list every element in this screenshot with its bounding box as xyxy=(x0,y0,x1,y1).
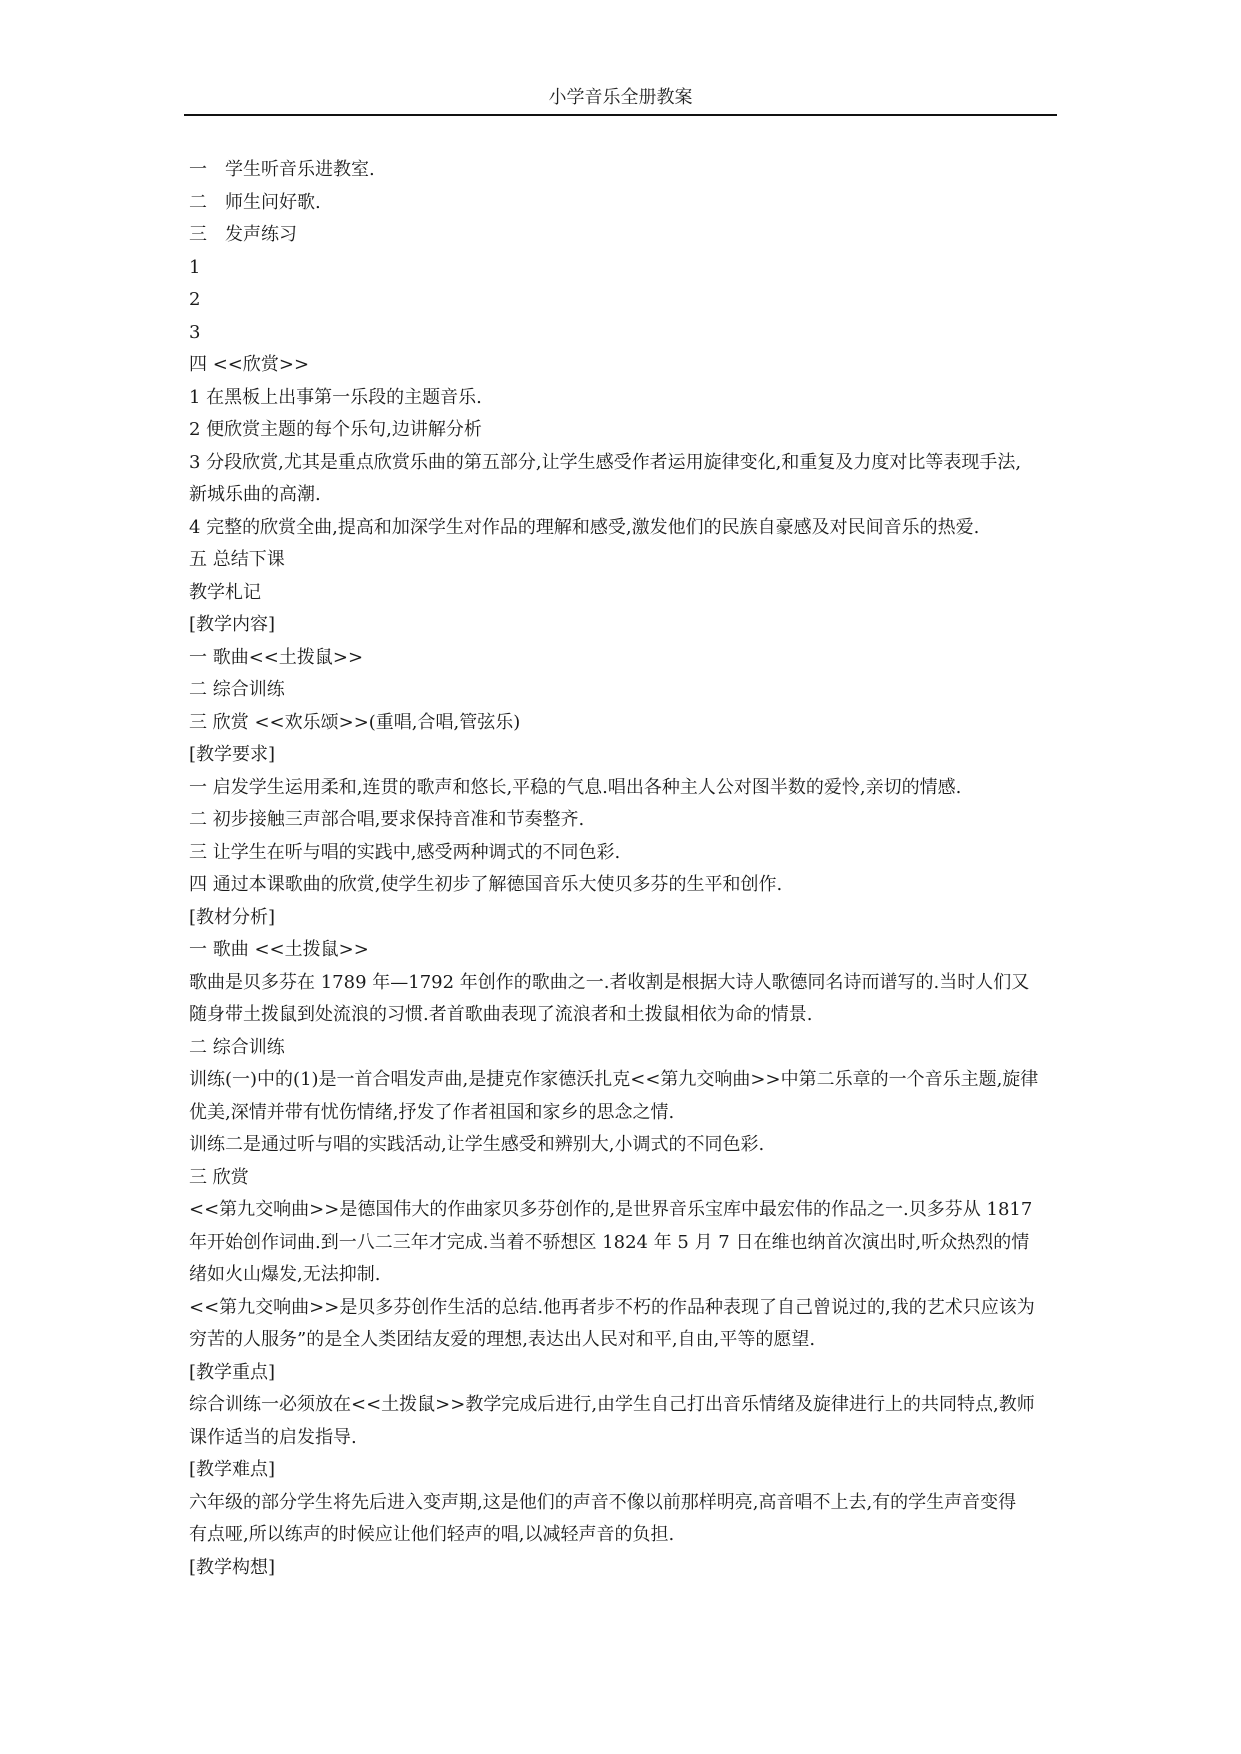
text-line: 优美,深情并带有忧伤情绪,抒发了作者祖国和家乡的思念之情. xyxy=(189,1101,675,1123)
text-line: [教学重点] xyxy=(189,1361,276,1383)
text-line: [教材分析] xyxy=(189,906,276,928)
text-line: 年开始创作词曲.到一八二三年才完成.当着不骄想区 1824 年 5 月 7 日在维也纳首次演出时,听众热烈的情 xyxy=(189,1231,1030,1253)
text-line: 一 启发学生运用柔和,连贯的歌声和悠长,平稳的气息.唱出各种主人公对图半数的爱怜,亲切的情感. xyxy=(189,776,962,798)
text-line: 新城乐曲的高潮. xyxy=(189,484,321,505)
text-line: 3 xyxy=(189,321,201,343)
page-header-title: 小学音乐全册教案 xyxy=(548,87,693,108)
text-line: 三 让学生在听与唱的实践中,感受两种调式的不同色彩. xyxy=(189,841,621,863)
text-line: 3 分段欣赏,尤其是重点欣赏乐曲的第五部分,让学生感受作者运用旋律变化,和重复及力度对比等表现手法, xyxy=(189,451,1022,473)
text-line: [教学要求] xyxy=(189,744,276,765)
text-line: [教学难点] xyxy=(189,1459,276,1480)
text-line: 2 便欣赏主题的每个乐句,边讲解分析 xyxy=(189,419,482,440)
text-line: 三 发声练习 xyxy=(189,224,297,245)
text-line: 4 完整的欣赏全曲,提高和加深学生对作品的理解和感受,激发他们的民族自豪感及对民间音乐的热爱. xyxy=(189,516,980,538)
text-line: 有点哑,所以练声的时候应让他们轻声的唱,以减轻声音的负担. xyxy=(189,1524,675,1545)
text-line: 穷苦的人服务”的是全人类团结友爱的理想,表达出人民对和平,自由,平等的愿望. xyxy=(189,1329,816,1350)
text-line: <<第九交响曲>>是贝多芬创作生活的总结.他再者步不朽的作品种表现了自己曾说过的,我的艺术只应该为 xyxy=(189,1296,1035,1318)
text-line: 四 <<欣赏>> xyxy=(189,354,310,375)
text-line: 随身带土拨鼠到处流浪的习惯.者首歌曲表现了流浪者和土拨鼠相依为命的情景. xyxy=(189,1004,813,1025)
text-line: 训练二是通过听与唱的实践活动,让学生感受和辨别大,小调式的不同色彩. xyxy=(189,1134,765,1155)
text-line: 三 欣赏 xyxy=(189,1166,249,1188)
text-line: 四 通过本课歌曲的欣赏,使学生初步了解德国音乐大使贝多芬的生平和创作. xyxy=(189,874,783,895)
text-line: 1 xyxy=(189,256,201,278)
text-line: 一 学生听音乐进教室. xyxy=(189,159,375,180)
text-line: 一 歌曲<<土拨鼠>> xyxy=(189,646,364,668)
text-line: 歌曲是贝多芬在 1789 年—1792 年创作的歌曲之一.者收割是根据大诗人歌德同名诗而谱写的.当时人们又 xyxy=(189,971,1030,993)
text-line: 二 初步接触三声部合唱,要求保持音准和节奏整齐. xyxy=(189,809,585,830)
text-line: 二 综合训练 xyxy=(189,679,285,700)
text-line: 一 歌曲 <<土拨鼠>> xyxy=(189,939,369,960)
text-line: [教学构想] xyxy=(189,1556,276,1578)
document-body xyxy=(189,154,1057,1584)
text-line: 三 欣赏 <<欢乐颂>>(重唱,合唱,管弦乐) xyxy=(189,711,521,733)
text-line: 教学札记 xyxy=(189,581,261,603)
text-line: 课作适当的启发指导. xyxy=(189,1426,357,1448)
text-line: <<第九交响曲>>是德国伟大的作曲家贝多芬创作的,是世界音乐宝库中最宏伟的作品之一.贝多芬从 1817 xyxy=(189,1199,1033,1220)
text-line: 六年级的部分学生将先后进入变声期,这是他们的声音不像以前那样明亮,高音唱不上去,有的学生声音变得 xyxy=(189,1491,1017,1513)
text-line: 2 xyxy=(189,289,201,310)
text-line: 二 师生问好歌. xyxy=(189,191,321,213)
text-line: 训练(一)中的(1)是一首合唱发声曲,是捷克作家德沃扎克<<第九交响曲>>中第二乐章的一个音乐主题,旋律 xyxy=(189,1069,1039,1090)
text-line: 综合训练一必须放在<<土拨鼠>>教学完成后进行,由学生自己打出音乐情绪及旋律进行上的共同特点,教师 xyxy=(189,1394,1035,1415)
text-line: 五 总结下课 xyxy=(189,549,285,570)
text-line: [教学内容] xyxy=(189,614,276,635)
text-line: 二 综合训练 xyxy=(189,1036,285,1058)
text-line: 1 在黑板上出事第一乐段的主题音乐. xyxy=(189,386,482,408)
text-line: 绪如火山爆发,无法抑制. xyxy=(189,1264,381,1285)
header-divider xyxy=(184,114,1057,116)
